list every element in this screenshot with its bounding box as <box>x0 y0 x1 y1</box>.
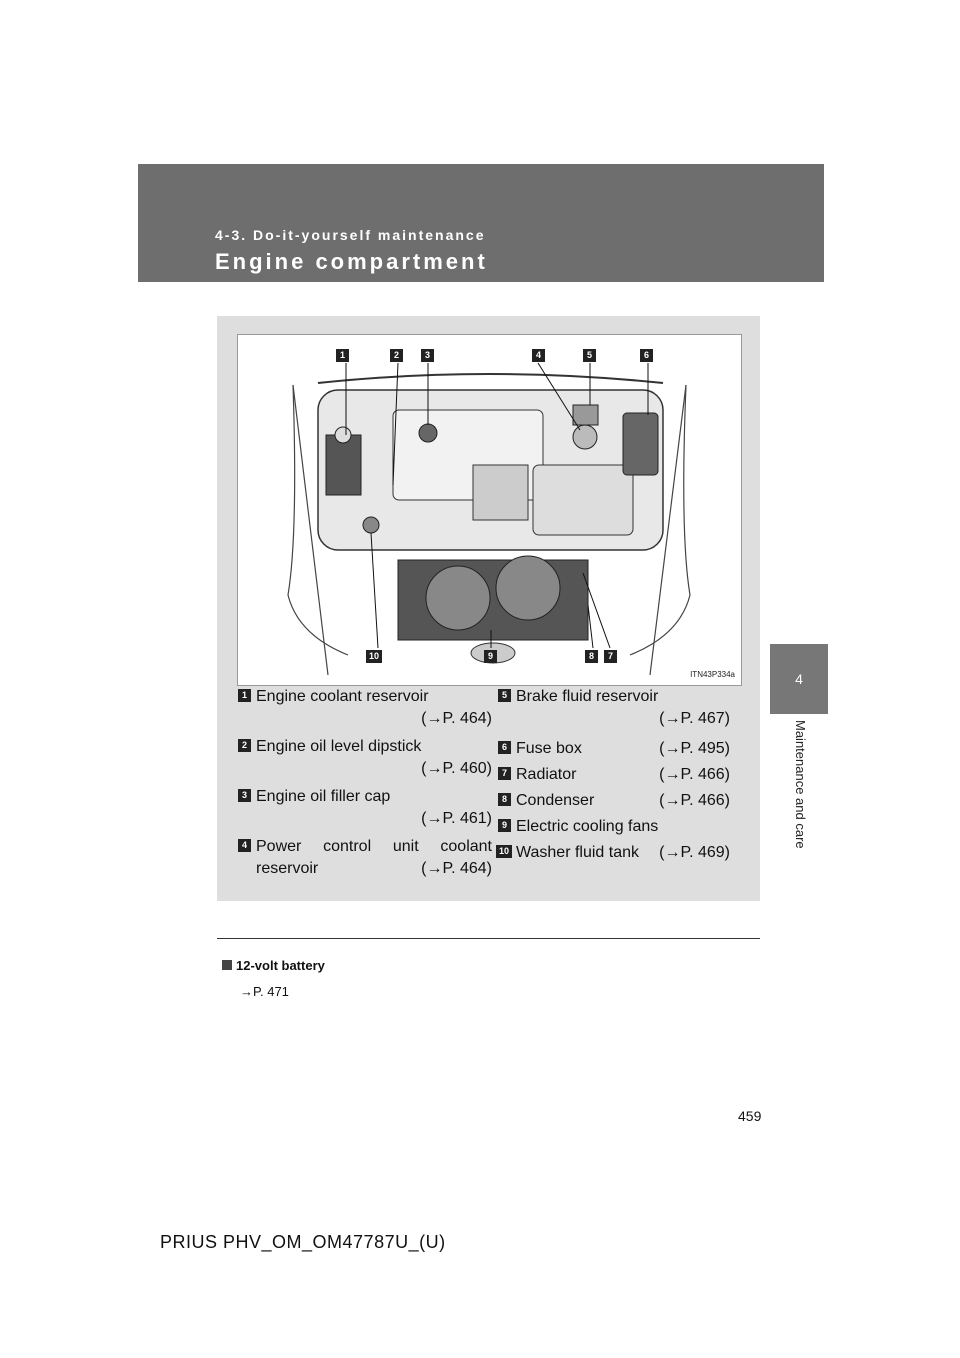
legend-item <box>501 686 730 730</box>
legend-item <box>241 686 492 730</box>
legend-right <box>498 686 730 864</box>
page-ref: (→P. 495) <box>659 740 730 757</box>
section-label: 4-3. Do-it-yourself maintenance <box>215 227 486 243</box>
legend-label: Power control unit coolant <box>256 838 492 855</box>
callout-7: 7 <box>604 650 617 663</box>
square-bullet-icon <box>222 960 232 970</box>
note-body: →P. 471 <box>240 984 289 999</box>
footer-doc-id: PRIUS PHV_OM_OM47787U_(U) <box>160 1232 446 1252</box>
legend-item <box>501 790 730 812</box>
callout-8: 8 <box>585 650 598 663</box>
callout-10: 10 <box>366 650 382 663</box>
legend-label: Engine oil level dipstick <box>256 738 422 755</box>
legend-row <box>516 764 730 786</box>
page-title: Engine compartment <box>215 249 488 274</box>
badge: 4 <box>238 839 251 852</box>
badge: 7 <box>498 767 511 780</box>
legend-label: Engine oil filler cap <box>256 788 391 805</box>
legend-item <box>501 816 730 838</box>
page-ref: (→P. 464) <box>421 860 492 877</box>
legend-item <box>241 786 492 830</box>
engine-drawing <box>238 335 741 685</box>
callout-4: 4 <box>532 349 545 362</box>
legend-label: Fuse box <box>516 740 582 757</box>
page-ref: (→P. 464) <box>421 710 492 727</box>
badge: 8 <box>498 793 511 806</box>
legend-label: Brake fluid reservoir <box>516 688 659 705</box>
page-ref: (→P. 466) <box>659 766 730 783</box>
page-ref: (→P. 461) <box>421 810 492 827</box>
badge: 6 <box>498 741 511 754</box>
legend-item <box>501 738 730 760</box>
callout-5: 5 <box>583 349 596 362</box>
page-ref: (→P. 466) <box>659 792 730 809</box>
legend-row <box>516 842 730 864</box>
legend-item <box>241 736 492 780</box>
figure-code: ITN43P334a <box>690 670 735 679</box>
badge: 9 <box>498 819 511 832</box>
legend-row <box>256 858 492 880</box>
legend-left <box>241 686 492 880</box>
legend-item <box>498 842 730 864</box>
badge: 2 <box>238 739 251 752</box>
legend-label: reservoir <box>256 860 319 877</box>
page-ref: (→P. 460) <box>421 760 492 777</box>
badge: 3 <box>238 789 251 802</box>
legend-label: Washer fluid tank <box>516 844 640 861</box>
callout-6: 6 <box>640 349 653 362</box>
callout-1: 1 <box>336 349 349 362</box>
page-number: 459 <box>738 1108 762 1124</box>
legend-item <box>501 764 730 786</box>
legend-label: Condenser <box>516 792 595 809</box>
badge: 5 <box>498 689 511 702</box>
legend-row <box>516 790 730 812</box>
divider <box>217 938 760 939</box>
legend-label: Engine coolant reservoir <box>256 688 429 705</box>
note-heading <box>222 958 325 973</box>
callout-3: 3 <box>421 349 434 362</box>
page-header <box>138 164 824 282</box>
legend-label: Electric cooling fans <box>516 818 659 835</box>
badge: 1 <box>238 689 251 702</box>
page-ref: (→P. 467) <box>659 710 730 727</box>
callout-2: 2 <box>390 349 403 362</box>
note-heading-text: 12-volt battery <box>236 958 325 973</box>
engine-illustration <box>237 334 742 686</box>
chapter-tab[interactable]: 4 <box>770 644 828 714</box>
legend-row <box>516 738 730 760</box>
legend-label: Radiator <box>516 766 577 783</box>
badge: 10 <box>496 845 512 858</box>
page-ref: (→P. 469) <box>659 844 730 861</box>
chapter-tab-label: Maintenance and care <box>793 720 808 849</box>
callout-9: 9 <box>484 650 497 663</box>
legend-item <box>241 836 492 880</box>
